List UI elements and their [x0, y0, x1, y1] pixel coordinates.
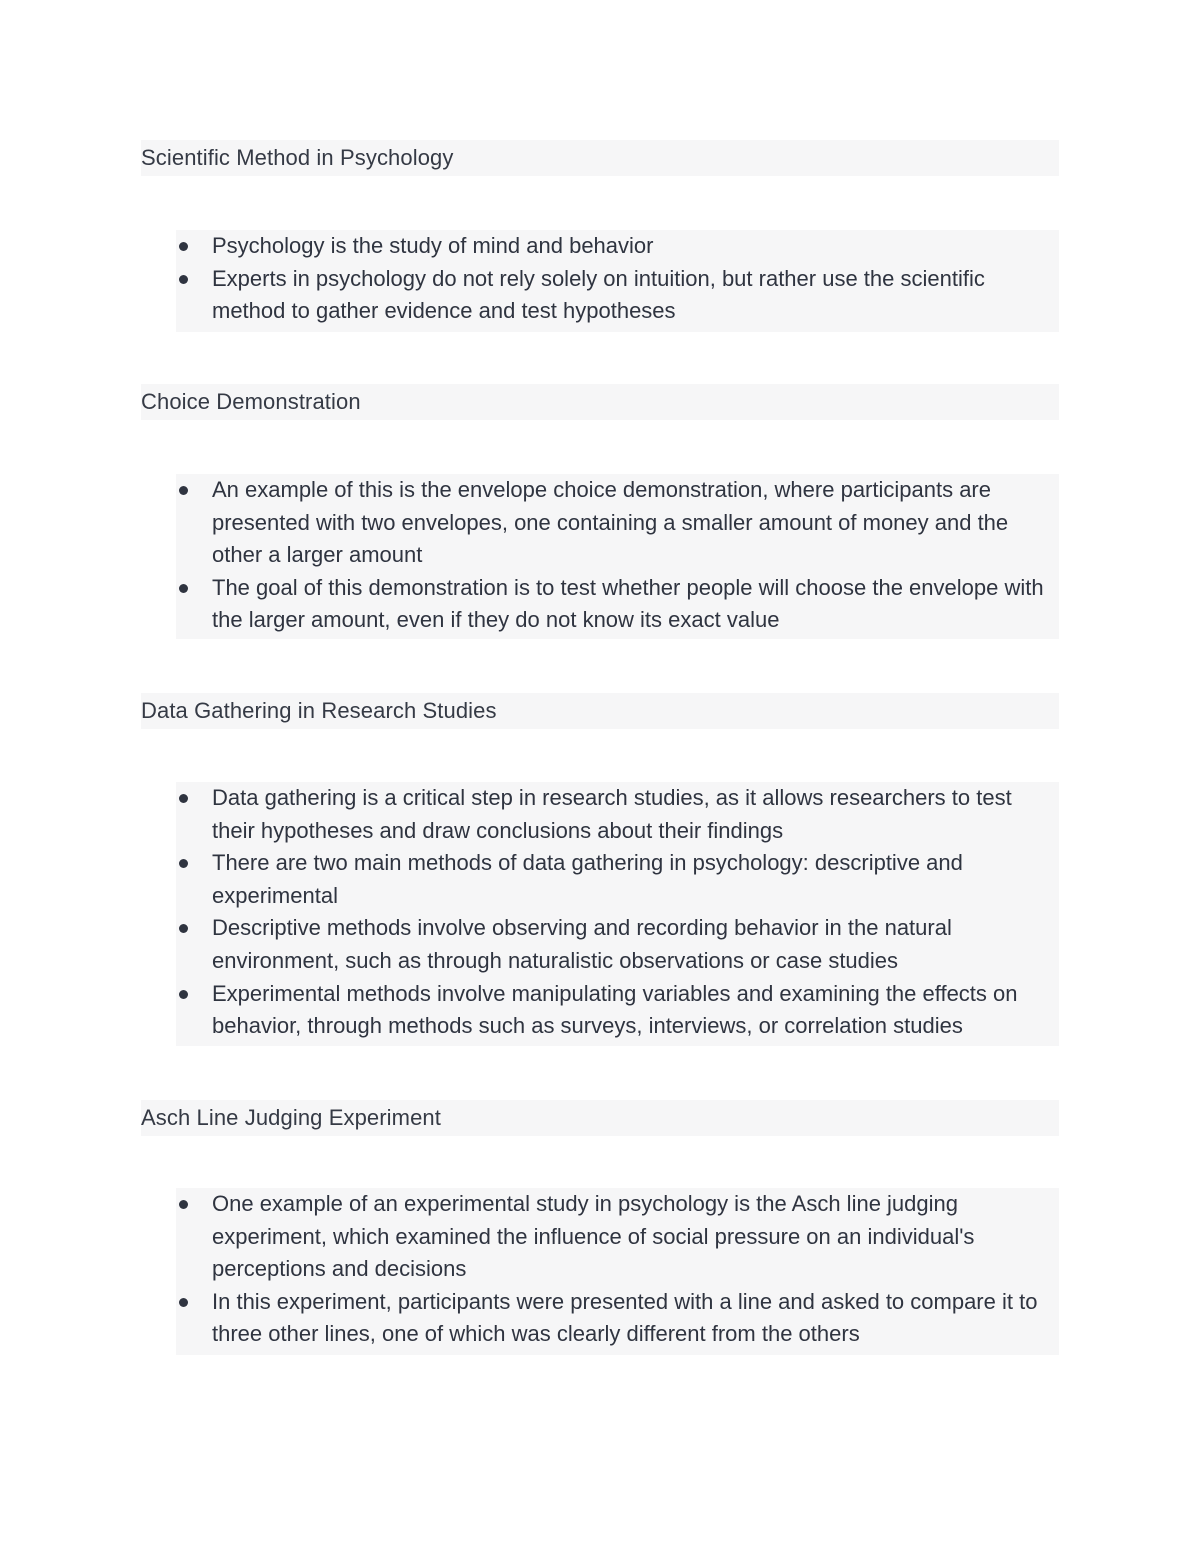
bullet-icon	[179, 275, 188, 284]
section-heading-text: Asch Line Judging Experiment	[141, 1105, 441, 1130]
bullet-icon	[179, 924, 188, 933]
section-heading	[141, 693, 1059, 729]
bullet-text: Experts in psychology do not rely solely on intuition, but rather use the scientific method to gather evidence and test hypotheses	[212, 265, 985, 324]
section-choice-demonstration	[141, 384, 1059, 633]
bullet-icon	[179, 859, 188, 868]
bullet-text: Experimental methods involve manipulating variables and examining the effects on behavior, through methods such as surveys, interviews, or correlation studies	[212, 980, 1018, 1039]
bullet-text: Psychology is the study of mind and behavior	[212, 233, 654, 258]
bullet-icon	[179, 242, 188, 251]
list-item	[176, 782, 1059, 847]
section-scientific-method	[141, 140, 1059, 324]
section-asch-experiment	[141, 1100, 1059, 1347]
list-item	[176, 1188, 1059, 1286]
bullet-icon	[179, 486, 188, 495]
bullet-icon	[179, 990, 188, 999]
bullet-icon	[179, 1298, 188, 1307]
list-item	[176, 912, 1059, 977]
list-item	[176, 1286, 1059, 1351]
bullet-icon	[179, 584, 188, 593]
bullet-text: Data gathering is a critical step in research studies, as it allows researchers to test their hypotheses and draw conclusions about their findings	[212, 785, 1012, 843]
list-item	[176, 847, 1059, 912]
bullet-text: One example of an experimental study in psychology is the Asch line judging experiment, which examined the influence of social pressure on an individual's perceptions and decisions	[212, 1191, 975, 1282]
section-heading-text: Data Gathering in Research Studies	[141, 698, 497, 723]
bullet-text: In this experiment, participants were presented with a line and asked to compare it to three other lines, one of which was clearly different from the others	[212, 1288, 1038, 1347]
list-item	[176, 474, 1059, 572]
bullet-icon	[179, 1200, 188, 1209]
list-item	[176, 572, 1059, 637]
list-item	[176, 978, 1059, 1043]
section-heading	[141, 384, 1059, 420]
bullet-text: The goal of this demonstration is to test whether people will choose the envelope with the larger amount, even if they do not know its exact value	[212, 574, 1044, 633]
section-heading	[141, 1100, 1059, 1136]
bullet-list	[176, 474, 1059, 639]
bullet-text: Descriptive methods involve observing and recording behavior in the natural environment, such as through naturalistic observations or case studies	[212, 915, 952, 973]
bullet-list	[176, 1188, 1059, 1355]
bullet-text: An example of this is the envelope choice demonstration, where participants are presented with two envelopes, one containing a smaller amount of money and the other a larger amount	[212, 477, 1009, 568]
bullet-list	[176, 230, 1059, 332]
bullet-text: There are two main methods of data gathering in psychology: descriptive and experimental	[212, 850, 963, 908]
section-heading-text: Choice Demonstration	[141, 389, 361, 414]
section-heading-text: Scientific Method in Psychology	[141, 145, 454, 170]
section-heading	[141, 140, 1059, 176]
bullet-list	[176, 782, 1059, 1046]
list-item	[176, 230, 1059, 263]
list-item	[176, 263, 1059, 328]
section-data-gathering	[141, 693, 1059, 1039]
bullet-icon	[179, 794, 188, 803]
